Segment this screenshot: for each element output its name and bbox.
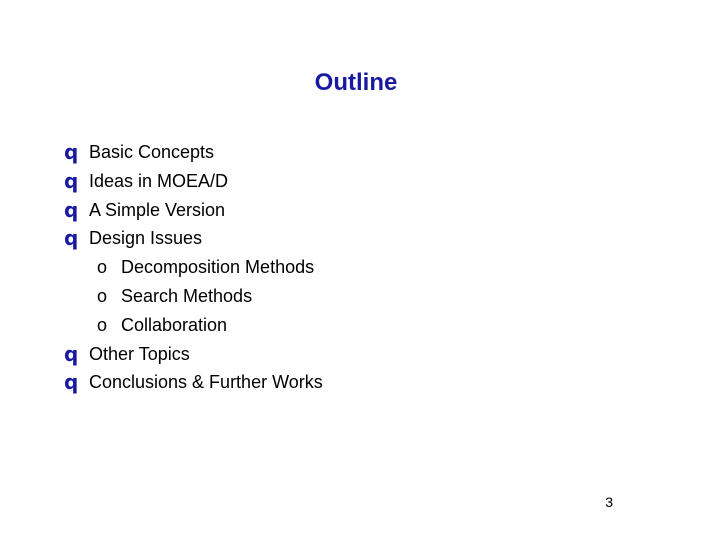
- square-bullet-icon: q: [64, 226, 79, 251]
- square-bullet-icon: q: [64, 370, 79, 395]
- outline-item-other-topics: [0, 340, 720, 369]
- outline-subitem-label: Decomposition Methods: [121, 257, 315, 278]
- outline-item-label: Design Issues: [89, 228, 203, 249]
- outline-item-conclusions: [0, 368, 720, 397]
- circle-bullet-icon: o: [97, 314, 108, 335]
- square-bullet-icon: q: [64, 140, 79, 164]
- outline-subitem-label: Collaboration: [121, 314, 228, 335]
- outline-subitem-collaboration: [0, 311, 720, 340]
- outline-item-label: Conclusions & Further Works: [89, 372, 323, 393]
- square-bullet-icon: q: [64, 168, 79, 193]
- outline-item-label: Other Topics: [89, 343, 190, 364]
- page-number: 3: [605, 494, 613, 510]
- circle-bullet-icon: o: [97, 285, 108, 306]
- square-bullet-icon: q: [64, 341, 79, 366]
- outline-item-basic-concepts: [0, 138, 720, 167]
- circle-bullet-icon: o: [97, 257, 108, 278]
- outline-item-label: Ideas in MOEA/D: [89, 170, 229, 191]
- square-bullet-icon: q: [64, 197, 79, 222]
- outline-item-simple-version: [0, 196, 720, 225]
- outline-item-design-issues: [0, 224, 720, 253]
- outline-subitem-decomposition-methods: [0, 253, 720, 282]
- slide-title: Outline: [314, 69, 398, 96]
- outline-list: [0, 138, 720, 397]
- outline-item-label: Basic Concepts: [89, 142, 215, 162]
- outline-item-label: A Simple Version: [89, 199, 226, 220]
- outline-subitem-search-methods: [0, 282, 720, 311]
- outline-item-ideas-in-moead: [0, 167, 720, 196]
- outline-subitem-label: Search Methods: [121, 285, 253, 306]
